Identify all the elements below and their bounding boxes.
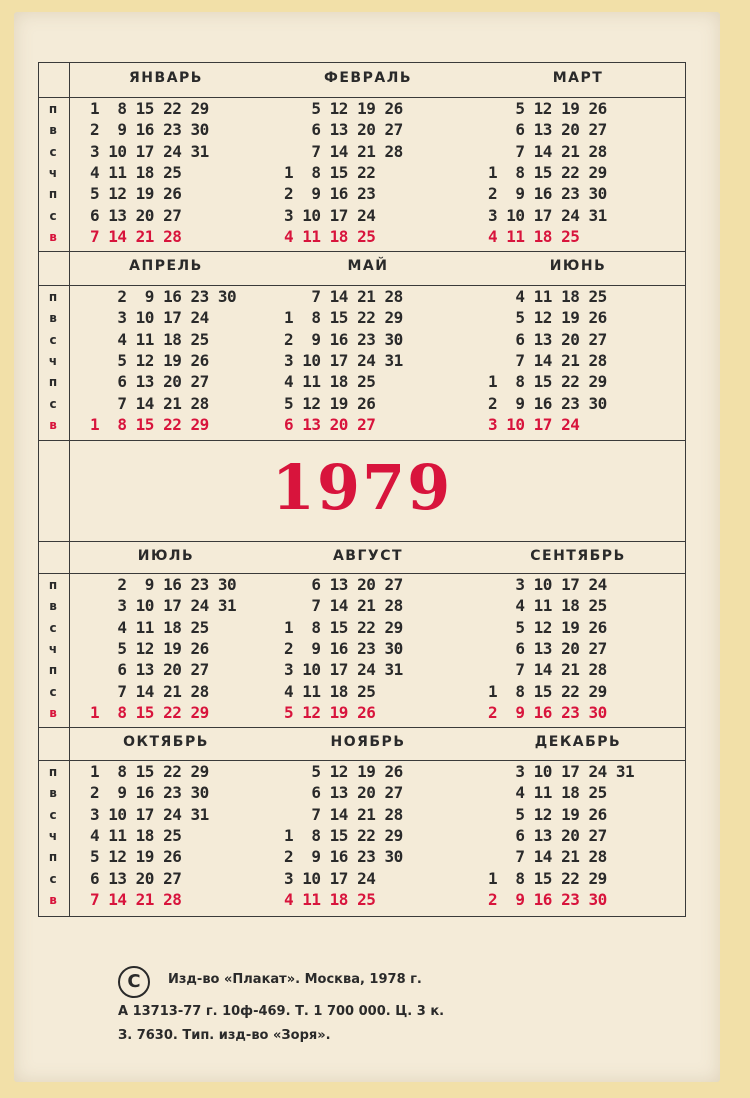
week-row: 2 9 16 23 30 — [488, 184, 607, 204]
week-row: 5 12 19 26 — [488, 308, 607, 328]
week-row: 5 12 19 26 — [284, 99, 403, 118]
week-row: 2 9 16 23 30 — [488, 702, 607, 722]
month-title: АВГУСТ — [332, 548, 404, 564]
week-row: 3 10 17 24 31 — [284, 350, 403, 370]
week-row: 5 12 19 26 — [90, 847, 182, 867]
month-title: АПРЕЛЬ — [129, 258, 203, 274]
weekday-label: п — [48, 187, 58, 202]
week-row: 2 9 16 23 30 — [284, 329, 403, 349]
week-row: 1 8 15 22 29 — [90, 702, 209, 722]
divider — [39, 251, 685, 252]
weekday-label: с — [49, 144, 57, 159]
week-row: 4 11 18 25 — [488, 783, 607, 803]
month-title: ИЮНЬ — [549, 258, 607, 274]
week-row: 6 13 20 27 — [284, 414, 376, 434]
month-title: СЕНТЯБРЬ — [530, 548, 626, 564]
month-title: МАРТ — [552, 70, 604, 86]
weekday-label: п — [48, 578, 58, 592]
imprint-line-2: А 13713-77 г. 10ф-469. Т. 1 700 000. Ц. 3 к. — [118, 1004, 445, 1019]
week-row: 5 12 19 26 — [488, 99, 607, 118]
week-row: 7 14 21 28 — [488, 141, 607, 161]
weekday-label: с — [49, 332, 57, 347]
divider — [39, 440, 685, 441]
weekday-label: ч — [48, 165, 58, 180]
week-row: 1 8 15 22 29 — [488, 868, 607, 888]
week-row: 3 10 17 24 — [284, 868, 376, 888]
week-row: 6 13 20 27 — [90, 205, 182, 225]
week-row: 1 8 15 22 29 — [284, 308, 403, 328]
week-row: 7 14 21 28 — [284, 287, 403, 306]
week-row: 6 13 20 27 — [488, 329, 607, 349]
weekday-label: с — [49, 620, 57, 635]
divider — [39, 97, 685, 98]
week-row: 2 9 16 23 30 — [90, 575, 237, 594]
weekday-label: с — [49, 684, 57, 699]
week-row: 1 8 15 22 29 — [90, 414, 209, 434]
week-row: 3 10 17 24 — [488, 575, 607, 594]
week-row: 6 13 20 27 — [90, 868, 182, 888]
week-row: 4 11 18 25 — [488, 596, 607, 616]
week-row: 7 14 21 28 — [284, 141, 403, 161]
week-row: 2 9 16 23 30 — [90, 287, 237, 306]
imprint-line-1: Изд-во «Плакат». Москва, 1978 г. — [168, 972, 422, 987]
week-row: 6 13 20 27 — [90, 660, 209, 680]
week-row: 3 10 17 24 31 — [90, 596, 237, 616]
weekday-label: п — [48, 102, 58, 116]
month-title: ФЕВРАЛЬ — [323, 70, 412, 86]
week-row: 3 10 17 24 31 — [488, 205, 607, 225]
week-row: 2 9 16 23 30 — [284, 847, 403, 867]
weekday-label: в — [49, 311, 57, 326]
week-row: 1 8 15 22 29 — [488, 681, 607, 701]
week-row: 6 13 20 27 — [284, 783, 403, 803]
month-title: ОКТЯБРЬ — [123, 734, 209, 750]
week-row: 3 10 17 24 31 — [284, 660, 403, 680]
weekday-label: в — [49, 786, 57, 801]
weekday-label: с — [49, 807, 57, 822]
week-row: 7 14 21 28 — [284, 804, 403, 824]
month-title: ИЮЛЬ — [137, 548, 195, 564]
weekday-label: ч — [48, 828, 58, 843]
weekday-label: в — [49, 123, 57, 138]
weekday-label: п — [48, 375, 58, 390]
week-row: 5 12 19 26 — [90, 184, 182, 204]
week-row: 6 13 20 27 — [488, 120, 607, 140]
week-row: 1 8 15 22 29 — [90, 99, 209, 118]
weekday-label: п — [48, 663, 58, 678]
week-row: 4 11 18 25 — [488, 287, 607, 306]
week-row: 4 11 18 25 — [284, 889, 376, 909]
weekday-label: с — [49, 871, 57, 886]
week-row: 6 13 20 27 — [90, 372, 209, 392]
week-row: 5 12 19 26 — [488, 617, 607, 637]
week-row: 3 10 17 24 — [488, 414, 580, 434]
weekday-label: с — [49, 396, 57, 411]
week-row: 2 9 16 23 30 — [488, 889, 607, 909]
week-row: 3 10 17 24 — [90, 308, 209, 328]
week-row: 4 11 18 25 — [90, 617, 209, 637]
week-row: 2 9 16 23 30 — [90, 783, 209, 803]
week-row: 1 8 15 22 29 — [90, 762, 209, 781]
month-title: ДЕКАБРЬ — [534, 734, 622, 750]
week-row: 3 10 17 24 — [284, 205, 376, 225]
year-title: 1979 — [271, 451, 453, 524]
weekday-label: п — [48, 765, 58, 779]
week-row: 3 10 17 24 31 — [488, 762, 635, 781]
week-row: 2 9 16 23 30 — [90, 120, 209, 140]
weekday-label: в — [49, 229, 57, 244]
week-row: 1 8 15 22 29 — [488, 372, 607, 392]
week-row: 7 14 21 28 — [488, 660, 607, 680]
week-row: 5 12 19 26 — [284, 702, 376, 722]
week-row: 7 14 21 28 — [90, 681, 209, 701]
week-row: 4 11 18 25 — [488, 226, 580, 246]
week-row: 7 14 21 28 — [90, 393, 209, 413]
weekday-label: в — [49, 417, 57, 432]
divider — [39, 760, 685, 761]
week-row: 5 12 19 26 — [284, 393, 376, 413]
week-row: 5 12 19 26 — [488, 804, 607, 824]
week-row: 4 11 18 25 — [284, 226, 376, 246]
week-row: 4 11 18 25 — [284, 681, 376, 701]
week-row: 7 14 21 28 — [284, 596, 403, 616]
copyright-icon: C — [118, 966, 150, 998]
month-title: ЯНВАРЬ — [129, 70, 203, 86]
week-row: 1 8 15 22 29 — [284, 617, 403, 637]
week-row: 4 11 18 25 — [90, 329, 209, 349]
divider — [39, 541, 685, 542]
week-row: 6 13 20 27 — [284, 120, 403, 140]
week-row: 6 13 20 27 — [284, 575, 403, 594]
week-row: 2 9 16 23 30 — [284, 638, 403, 658]
week-row: 5 12 19 26 — [90, 350, 209, 370]
week-row: 4 11 18 25 — [90, 162, 182, 182]
week-row: 4 11 18 25 — [284, 372, 376, 392]
week-row: 1 8 15 22 29 — [488, 162, 607, 182]
week-row: 3 10 17 24 31 — [90, 804, 209, 824]
week-row: 2 9 16 23 30 — [488, 393, 607, 413]
weekday-label: в — [49, 705, 57, 720]
month-title: НОЯБРЬ — [330, 734, 406, 750]
week-row: 6 13 20 27 — [488, 825, 607, 845]
week-row: 7 14 21 28 — [488, 350, 607, 370]
week-row: 2 9 16 23 — [284, 184, 376, 204]
week-row: 7 14 21 28 — [90, 226, 182, 246]
month-title: МАЙ — [347, 258, 389, 274]
divider — [39, 285, 685, 286]
divider — [39, 573, 685, 574]
weekday-label: с — [49, 208, 57, 223]
week-row: 6 13 20 27 — [488, 638, 607, 658]
week-row: 1 8 15 22 — [284, 162, 376, 182]
weekday-label: в — [49, 599, 57, 614]
imprint-line-3: З. 7630. Тип. изд-во «Зоря». — [118, 1028, 331, 1043]
week-row: 4 11 18 25 — [90, 825, 182, 845]
week-row: 7 14 21 28 — [488, 847, 607, 867]
weekday-label: ч — [48, 641, 58, 656]
week-row: 5 12 19 26 — [284, 762, 403, 781]
week-row: 5 12 19 26 — [90, 638, 209, 658]
week-row: 1 8 15 22 29 — [284, 825, 403, 845]
divider — [39, 727, 685, 728]
weekday-label: в — [49, 892, 57, 907]
week-row: 7 14 21 28 — [90, 889, 182, 909]
weekday-label: п — [48, 290, 58, 304]
week-row: 3 10 17 24 31 — [90, 141, 209, 161]
weekday-label: ч — [48, 353, 58, 368]
weekday-label: п — [48, 850, 58, 865]
